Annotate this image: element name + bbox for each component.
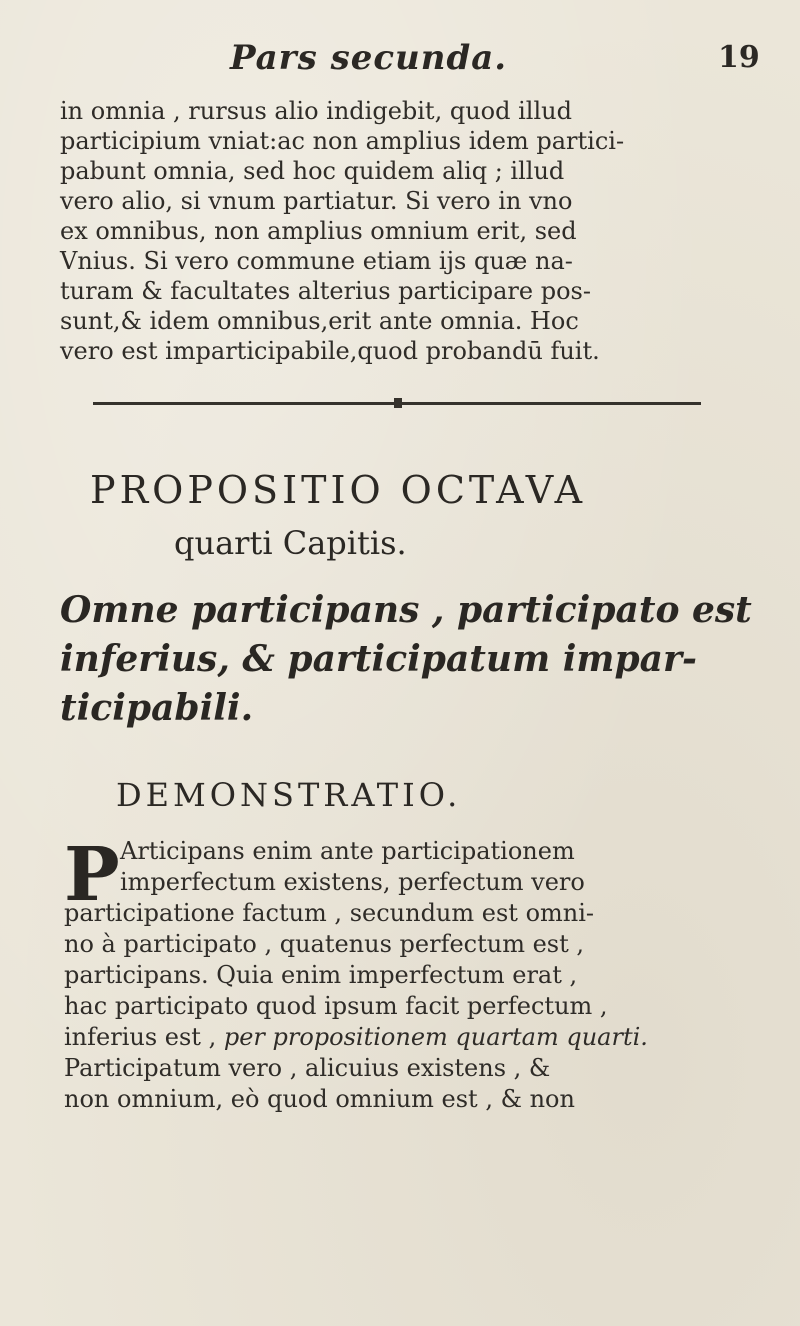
text-line: Vnius. Si vero commune etiam ijs quæ na- [60, 247, 573, 275]
statement-line: Omne participans , participato est [60, 589, 752, 631]
text-line: participans. Quia enim imperfectum erat , [64, 961, 578, 989]
text-line: participium vniat:ac non amplius idem partici- [60, 127, 625, 155]
drop-cap: P [64, 832, 120, 918]
citation: per propositionem quartam quarti. [223, 1023, 648, 1051]
text-line: imperfectum existens, perfectum vero [120, 868, 585, 896]
text-line: in omnia , rursus alio indigebit, quod illud [60, 97, 572, 125]
proposition-subtitle: quarti Capitis. [174, 524, 407, 562]
text-line: vero alio, si vnum partiatur. Si vero in vno [60, 187, 573, 215]
page-number: 19 [718, 40, 760, 75]
text-fragment: inferius est , [64, 1023, 217, 1051]
demonstration-heading: DEMONSTRATIO. [116, 776, 462, 814]
proposition-statement [60, 586, 760, 733]
text-line: pabunt omnia, sed hoc quidem aliq ; illud [60, 157, 565, 185]
text-line: no à participato , quatenus perfectum est , [64, 930, 585, 958]
running-head: Pars secunda. [230, 38, 508, 78]
page-header [0, 34, 800, 84]
text-line: non omnium, eò quod omnium est , & non [64, 1085, 575, 1113]
text-line: Participatum vero , alicuius existens , & [64, 1054, 551, 1082]
text-line: participatione factum , secundum est omni- [64, 899, 595, 927]
text-line: hac participato quod ipsum facit perfectum , [64, 992, 608, 1020]
text-line: vero est imparticipabile,quod probandū fuit. [60, 337, 600, 365]
top-paragraph [60, 96, 760, 366]
text-line: sunt,& idem omnibus,erit ante omnia. Hoc [60, 307, 579, 335]
statement-line: ticipabili. [60, 687, 254, 729]
proposition-title: PROPOSITIO OCTAVA [90, 468, 587, 512]
text-line [64, 1022, 764, 1053]
text-line: Articipans enim ante participationem [120, 837, 575, 865]
text-line: turam & facultates alterius participare pos- [60, 277, 591, 305]
text-line: ex omnibus, non amplius omnium erit, sed [60, 217, 577, 245]
demonstration-paragraph [64, 832, 764, 1115]
statement-line: inferius, & participatum impar- [60, 638, 697, 680]
divider-ornament [394, 398, 402, 408]
